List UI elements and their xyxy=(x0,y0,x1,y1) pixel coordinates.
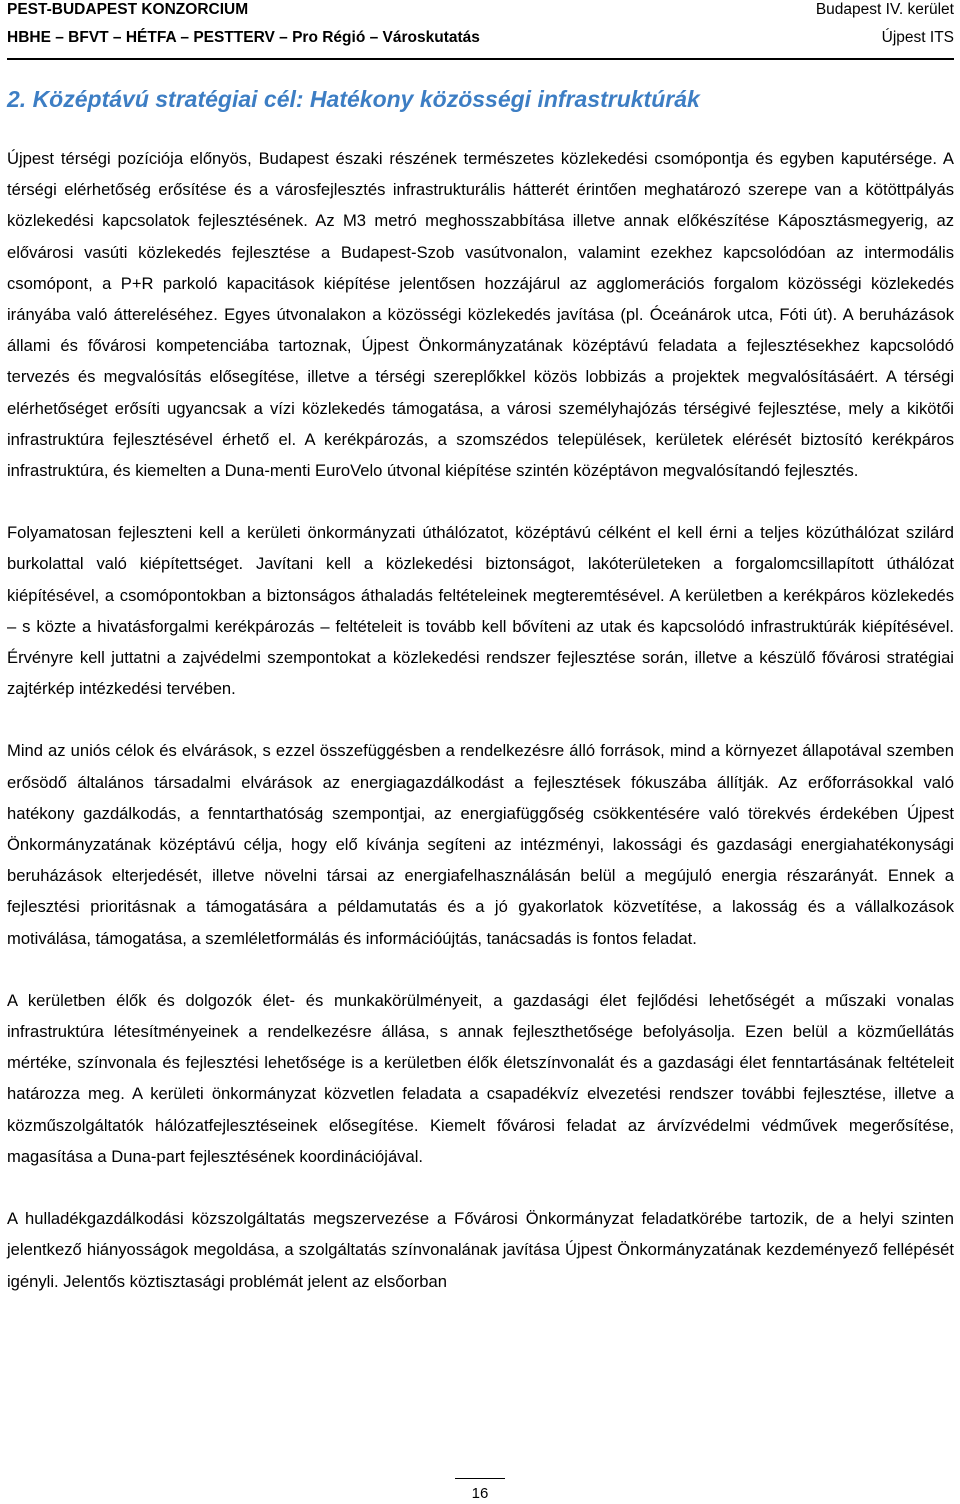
body-paragraph: A kerületben élők és dolgozók élet- és munkakörülményeit, a gazdasági élet fejlődési lehetőségét a műszaki vonalas infrastruktúra létesítményeinek a rendelkezésre állása, s annak fejleszthetősége befolyásolja. Ezen belül a közműellátás mértéke, színvonala és fejlesztési lehetősége is a kerületben élők életszínvonalát és a gazdasági élet fenntartásának feltételeit határozza meg. A kerületi önkormányzat közvetlen feladata a csapadékvíz elvezetési rendszer további fejlesztése, illetve a közműszolgáltatók hálózatfejlesztéseinek elősegítése. Kiemelt fővárosi feladat az árvízvédelmi védművek megerősítése, magasítása a Duna-part fejlesztésének koordinációjával. xyxy=(7,990,954,1166)
body-paragraph: Folyamatosan fejleszteni kell a kerületi önkormányzati úthálózatot, középtávú célként el kell érni a teljes közúthálózat szilárd burkolattal való kiépítettséget. Javítani kell a közlekedési biztonságot, lakóterületeken a forgalomcsillapított úthálózat kiépítésével, a csomópontokban a biztonságos áthaladás feltételeinek megteremtésével. A kerületben a kerékpáros közlekedés – s közte a hivatásforgalmi kerékpározás – feltételeit is tovább kell bővíteni az utak és kapcsolódó infrastruktúrák kiépítésével. Érvényre kell juttatni a zajvédelmi szempontokat a közlekedési rendszer fejlesztése során, illetve a készülő fővárosi stratégiai zajtérkép intézkedési tervében. xyxy=(7,523,954,699)
body-paragraph: A hulladékgazdálkodási közszolgáltatás megszervezése a Fővárosi Önkormányzat feladatkörébe tartozik, de a helyi szinten jelentkező hiányosságok megoldása, a szolgáltatás színvonalának javítása Újpest Önkormányzatának kezdeményező fellépését igényli. Jelentős köztisztasági problémát jelent az elsőorban xyxy=(7,1209,954,1291)
header-row-top xyxy=(7,1,954,19)
document-body xyxy=(7,143,954,1297)
footer-divider xyxy=(455,1478,505,1479)
body-paragraph: Mind az uniós célok és elvárások, s ezzel összefüggésben a rendelkezésre álló források, mind a környezet állapotával szemben erősödő általános társadalmi elvárások az energiagazdálkodást a fejlesztések fókuszába állítják. Az erőforrásokkal való hatékony gazdálkodás, a fenntarthatóság szempontjai, az energiafüggőség csökkentésére való törekvés érdekében Újpest Önkormányzatának középtávú célja, hogy elő kívánja segíteni az intézményi, lakossági és gazdasági energiahatékonysági beruházások elterjedését, illetve növelni társai az energiafelhasználásán belül a megújuló energia részarányát. Ennek a fejlesztési prioritásnak a támogatására a példamutatás és a jó gyakorlatok közvetítése, a lakosság és a vállalkozások motiválása, támogatása, a szemléletformálás és információújtás, tanácsadás is fontos feladat. xyxy=(7,741,954,948)
header-partners: HBHE – BFVT – HÉTFA – PESTTERV – Pro Régió – Városkutatás xyxy=(7,29,480,46)
header-organization: PEST-BUDAPEST KONZORCIUM xyxy=(7,1,249,18)
header-district: Budapest IV. kerület xyxy=(815,1,954,18)
page-number: 16 xyxy=(471,1485,489,1502)
body-paragraph: Újpest térségi pozíciója előnyös, Budapest északi részének természetes közlekedési csomópontja és egyben kaputérsége. A térségi elérhetőség erősítése és a városfejlesztés infrastrukturális hátterét érintően meghatározó szerepe van a kötöttpályás közlekedési kapcsolatok fejlesztésének. Az M3 metró meghosszabbítása illetve annak előkészítése Káposztásmegyerig, az elővárosi vasúti közlekedés fejlesztése a Budapest-Szob vasútvonalon, valamint ezekhez kapcsolódóan az intermodális csomópont, a P+R parkoló kapacitások kiépítése jelentősen hozzájárul az agglomerációs forgalom közösségi közlekedés irányába való áttereléséhez. Egyes útvonalakon a közösségi közlekedés javítása (pl. Óceánárok utca, Fóti út). A beruházások állami és fővárosi kompetenciába tartoznak, Újpest Önkormányzatának középtávú feladata a fejlesztésekhez kapcsolódó tervezés és megvalósítás elősegítése, illetve a térségi szereplőkkel közös lobbizás a projektek megvalósításáért. A térségi elérhetőséget erősíti ugyancsak a vízi közlekedés támogatása, a városi személyhajózás térségivé fejlesztése, mely a kikötői infrastruktúra fejlesztésével érhető el. A kerékpározás, a szomszédos települések, kerületek elérését biztosító kerékpáros infrastruktúra, és kiemelten a Duna-menti EuroVelo útvonal kiépítése szintén középtávon megvalósítandó fejlesztés. xyxy=(7,149,954,481)
header-document-title: Újpest ITS xyxy=(881,29,954,46)
section-heading: 2. Középtávú stratégiai cél: Hatékony közösségi infrastruktúrák xyxy=(7,86,700,113)
header-row-bottom xyxy=(7,29,954,47)
page-header xyxy=(7,0,954,60)
